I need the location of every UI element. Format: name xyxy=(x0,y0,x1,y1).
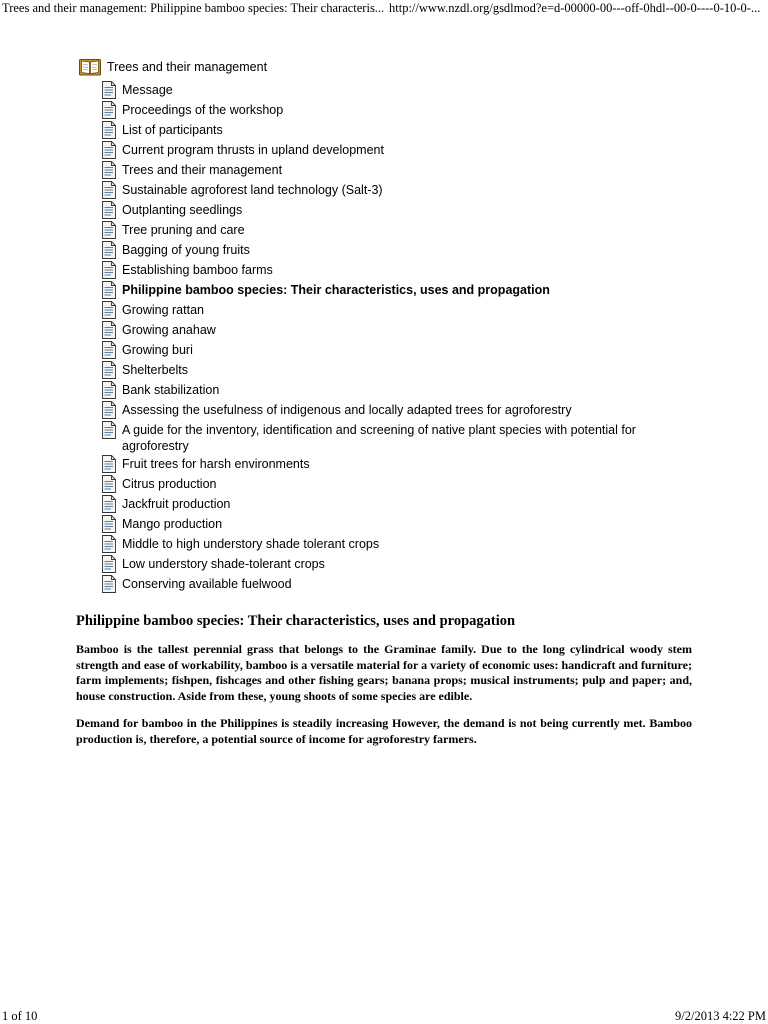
document-page-icon xyxy=(102,381,116,399)
document-page-icon xyxy=(102,421,116,439)
toc-item-label[interactable]: Growing buri xyxy=(122,343,193,357)
toc-item-label[interactable]: Sustainable agroforest land technology (Salt-3) xyxy=(122,183,383,197)
document-page-icon xyxy=(102,221,116,239)
toc-item-label[interactable]: Shelterbelts xyxy=(122,363,189,377)
toc-list xyxy=(102,80,662,594)
toc-item[interactable] xyxy=(102,554,662,574)
toc-item-label[interactable]: Conserving available fuelwood xyxy=(122,577,292,591)
print-header xyxy=(0,0,768,16)
toc-item-label[interactable]: Bank stabilization xyxy=(122,383,220,397)
document-page-icon xyxy=(102,455,116,473)
document-page-icon xyxy=(102,555,116,573)
toc-item-label[interactable]: Citrus production xyxy=(122,477,217,491)
toc-root[interactable] xyxy=(79,57,267,77)
article xyxy=(76,612,692,759)
toc-root-label[interactable]: Trees and their management xyxy=(107,60,268,74)
document-page-icon xyxy=(102,495,116,513)
article-title: Philippine bamboo species: Their characteristics, uses and propagation xyxy=(76,613,516,629)
document-page-icon xyxy=(102,361,116,379)
toc-item-label[interactable]: Message xyxy=(122,83,173,97)
toc-item[interactable] xyxy=(102,140,662,160)
toc-item[interactable] xyxy=(102,380,662,400)
toc-item-label[interactable]: Middle to high understory shade tolerant crops xyxy=(122,537,380,551)
toc-item-label[interactable]: Philippine bamboo species: Their characteristics, uses and propagation xyxy=(122,283,550,297)
document-page-icon xyxy=(102,321,116,339)
toc-item-label[interactable]: Trees and their management xyxy=(122,163,283,177)
document-page-icon xyxy=(102,301,116,319)
toc-item[interactable] xyxy=(102,300,662,320)
print-header-url: http://www.nzdl.org/gsdlmod?e=d-00000-00---off-0hdl--00-0----0-10-0-... xyxy=(389,1,761,15)
document-page-icon xyxy=(102,201,116,219)
toc-item[interactable] xyxy=(102,534,662,554)
toc-item-label[interactable]: Jackfruit production xyxy=(122,497,231,511)
open-book-icon xyxy=(79,58,101,76)
document-page-icon xyxy=(102,261,116,279)
toc-item-label[interactable]: Outplanting seedlings xyxy=(122,203,243,217)
toc-item-label[interactable]: Low understory shade-tolerant crops xyxy=(122,557,325,571)
document-page-icon xyxy=(102,161,116,179)
page-count: 1 of 10 xyxy=(2,1009,38,1023)
toc-item[interactable] xyxy=(102,420,662,454)
toc-item-label[interactable]: Growing rattan xyxy=(122,303,204,317)
toc-item[interactable] xyxy=(102,280,662,300)
document-page-icon xyxy=(102,121,116,139)
document-page-icon xyxy=(102,281,116,299)
document-page-icon xyxy=(102,181,116,199)
document-page-icon xyxy=(102,575,116,593)
toc-item[interactable] xyxy=(102,260,662,280)
toc-item[interactable] xyxy=(102,474,662,494)
toc-item-label[interactable]: Proceedings of the workshop xyxy=(122,103,284,117)
document-page-icon xyxy=(102,515,116,533)
toc-item-label[interactable]: Current program thrusts in upland development xyxy=(122,143,384,157)
document-page-icon xyxy=(102,101,116,119)
document-page-icon xyxy=(102,141,116,159)
document-page-icon xyxy=(102,81,116,99)
print-header-title: Trees and their management: Philippine bamboo species: Their characteris... xyxy=(2,1,385,15)
toc-item[interactable] xyxy=(102,400,662,420)
toc-item[interactable] xyxy=(102,100,662,120)
toc-item-label[interactable]: Assessing the usefulness of indigenous and locally adapted trees for agroforestry xyxy=(122,403,572,417)
toc-item-label[interactable]: Fruit trees for harsh environments xyxy=(122,457,310,471)
article-paragraph: Bamboo is the tallest perennial grass that belongs to the Graminae family. Due to the long cylindrical woody stem strength and ease of workability, bamboo is a versatile material for a variety of economic uses: handicraft and furniture; farm implements; fishpen, fishcages and other fishing gears; banana props; musical instruments; pulp and paper; and, house construction. Aside from these, young shoots of some species are edible. xyxy=(76,642,692,703)
toc-item[interactable] xyxy=(102,120,662,140)
toc-item[interactable] xyxy=(102,200,662,220)
toc-item-label[interactable]: Bagging of young fruits xyxy=(122,243,250,257)
document-page-icon xyxy=(102,341,116,359)
toc-item-label[interactable]: Establishing bamboo farms xyxy=(122,263,273,277)
toc-item[interactable] xyxy=(102,80,662,100)
toc-item[interactable] xyxy=(102,240,662,260)
toc-item-label[interactable]: A guide for the inventory, identification and screening of native plant species with potential for agroforestry xyxy=(122,423,636,453)
article-paragraph: Demand for bamboo in the Philippines is steadily increasing However, the demand is not being currently met. Bamboo production is, therefore, a potential source of income for agroforestry farmers. xyxy=(76,716,692,746)
toc-item-label[interactable]: Growing anahaw xyxy=(122,323,216,337)
toc-item[interactable] xyxy=(102,360,662,380)
toc-item[interactable] xyxy=(102,160,662,180)
toc-item-label[interactable]: List of participants xyxy=(122,123,223,137)
toc-item[interactable] xyxy=(102,320,662,340)
toc-item-label[interactable]: Mango production xyxy=(122,517,223,531)
document-page-icon xyxy=(102,535,116,553)
toc-item[interactable] xyxy=(102,494,662,514)
print-datetime: 9/2/2013 4:22 PM xyxy=(675,1009,766,1023)
document-page-icon xyxy=(102,401,116,419)
print-footer xyxy=(0,1008,768,1024)
document-page-icon xyxy=(102,241,116,259)
document-page-icon xyxy=(102,475,116,493)
toc-item[interactable] xyxy=(102,514,662,534)
toc-item[interactable] xyxy=(102,574,662,594)
toc-item[interactable] xyxy=(102,180,662,200)
toc-item[interactable] xyxy=(102,220,662,240)
toc-item[interactable] xyxy=(102,454,662,474)
toc-item-label[interactable]: Tree pruning and care xyxy=(122,223,245,237)
toc-item[interactable] xyxy=(102,340,662,360)
